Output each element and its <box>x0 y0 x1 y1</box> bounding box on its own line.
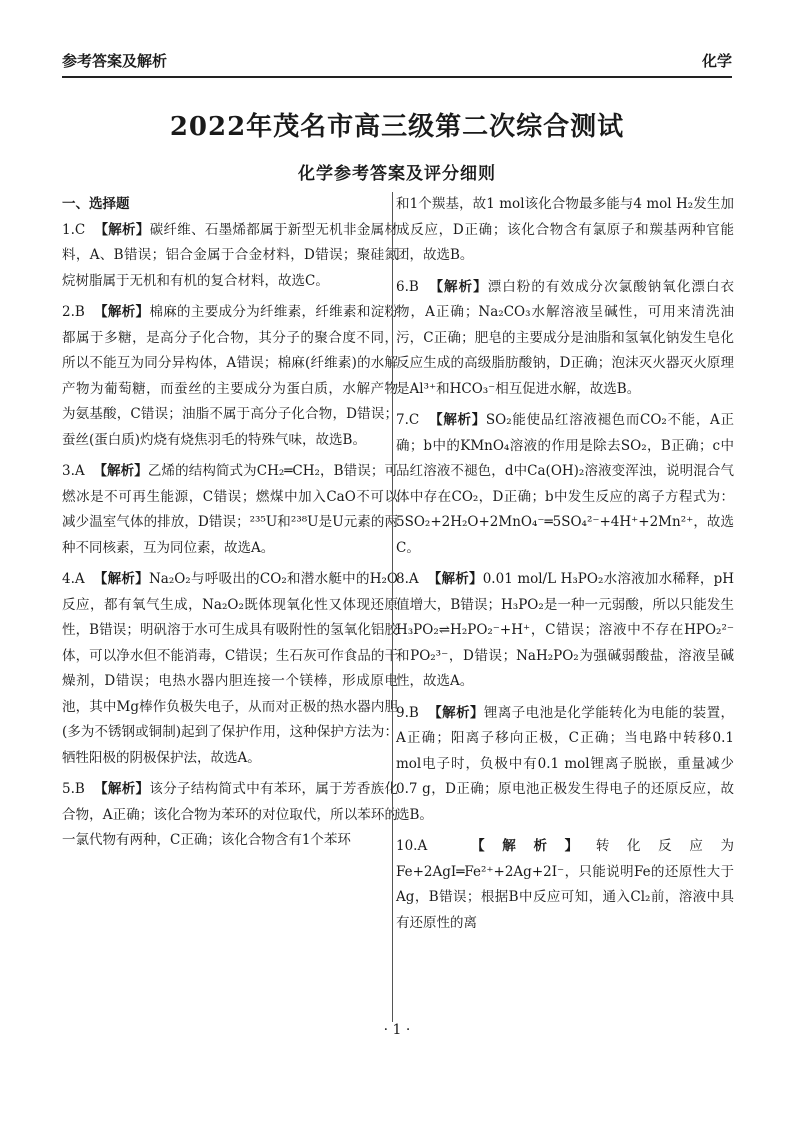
answer-text: 转化反应为Fe+2AgI═Fe²⁺+2Ag+2I⁻，只能说明Fe的还原性大于Ag，B错误；根据B中反应可知，通入Cl₂前，溶液中具有还原性的离 <box>396 838 735 931</box>
answer-item-8 <box>396 567 734 695</box>
answer-item-5-continued: 和1个羰基，故1 mol该化合物最多能与4 mol H₂发生加成反应，D正确；该化合物含有氯原子和羰基两种官能团，故选B。 <box>396 196 734 263</box>
header-subject-label: 化学 <box>701 52 732 70</box>
answer-number: 4.A <box>62 571 85 587</box>
answer-number: 1.C <box>62 221 86 238</box>
answer-item-5 <box>62 777 398 854</box>
answer-item-1 <box>62 218 398 295</box>
analysis-tag: 【解析】 <box>427 571 483 587</box>
analysis-tag: 【解析】 <box>94 781 150 797</box>
answer-number: 10.A <box>396 838 428 854</box>
answer-text: 碳纤维、石墨烯都属于新型无机非金属材料，A、B错误；铝合金属于合金材料，D错误；聚硅氮烷树脂属于无机和有机的复合材料，故选C。 <box>62 221 398 289</box>
answer-item-7 <box>396 408 734 561</box>
analysis-tag: 【解析】 <box>429 412 486 428</box>
left-column <box>62 192 398 860</box>
analysis-tag: 【解析】 <box>93 463 148 479</box>
analysis-tag: 【解析】 <box>94 304 150 320</box>
analysis-tag: 【解析】 <box>94 221 150 238</box>
analysis-tag: 【解析】 <box>471 838 596 854</box>
answer-number: 8.A <box>396 571 419 587</box>
answer-text: 0.01 mol/L H₃PO₂水溶液加水稀释，pH值增大，B错误；H₃PO₂是一种一元弱酸，所以只能发生H₃PO₂⇌H₂PO₂⁻+H⁺，C错误；溶液中不存在HPO₂²⁻和PO₂³⁻，D错误；NaH₂PO₂为强碱弱酸盐，溶液呈碱性，故选A。 <box>396 571 734 689</box>
section-title: 一、选择题 <box>62 196 130 212</box>
analysis-tag: 【解析】 <box>93 571 149 587</box>
analysis-tag: 【解析】 <box>429 278 488 295</box>
right-column <box>396 192 734 942</box>
answer-number: 7.C <box>396 412 420 428</box>
analysis-tag: 【解析】 <box>428 704 484 721</box>
answer-text: 锂离子电池是化学能转化为电能的装置，A正确；阳离子移向正极，C正确；当电路中转移0.1 mol电子时，负极中有0.1 mol锂离子脱嵌，重量减少0.7 g，D正确；原电池正极发生得电子的还原反应，故选B。 <box>396 704 734 823</box>
answer-text: 漂白粉的有效成分次氯酸钠氧化漂白衣物，A正确；Na₂CO₃水解溶液呈碱性，可用来清洗油污，C正确；肥皂的主要成分是油脂和氢氧化钠发生皂化反应生成的高级脂肪酸钠，D正确；泡沫灭火器灭火原理是Al³⁺和HCO₃⁻相互促进水解，故选B。 <box>396 278 734 397</box>
answer-number: 2.B <box>62 304 85 320</box>
column-divider <box>392 192 393 1022</box>
answer-item-9 <box>396 701 734 829</box>
answer-item-6 <box>396 275 734 403</box>
answer-number: 6.B <box>396 278 419 295</box>
answer-number: 3.A <box>62 463 85 479</box>
answer-number: 9.B <box>396 704 419 721</box>
answer-number: 5.B <box>62 781 85 797</box>
answer-text: 该分子结构简式中有苯环，属于芳香族化合物，A正确；该化合物为苯环的对位取代，所以苯环的一氯代物有两种，C正确；该化合物含有1个苯环 <box>62 781 399 848</box>
answer-item-2 <box>62 300 398 453</box>
answer-text: 棉麻的主要成分为纤维素，纤维素和淀粉都属于多糖，是高分子化合物，其分子的聚合度不同，所以不能互为同分异构体，A错误；棉麻(纤维素)的水解产物为葡萄糖，而蚕丝的主要成分为蛋白质，水解产物为氨基酸，C错误；油脂不属于高分子化合物，D错误；蚕丝(蛋白质)灼烧有烧焦羽毛的特殊气味，故选B。 <box>62 304 399 448</box>
answer-item-10 <box>396 834 734 936</box>
document-subtitle: 化学参考答案及评分细则 <box>298 164 496 184</box>
answer-item-4 <box>62 567 398 771</box>
answer-item-3 <box>62 459 398 561</box>
answer-text: 乙烯的结构简式为CH₂═CH₂，B错误；可燃冰是不可再生能源，C错误；燃煤中加入CaO不可以减少温室气体的排放，D错误；²³⁵U和²³⁸U是U元素的两种不同核素，互为同位素，故选A。 <box>62 463 398 556</box>
header-left-label: 参考答案及解析 <box>62 52 168 70</box>
page-header <box>62 46 732 78</box>
document-title: 2022年茂名市高三级第二次综合测试 <box>169 112 625 142</box>
answer-text: SO₂能使品红溶液褪色而CO₂不能，A正确；b中的KMnO₄溶液的作用是除去SO₂，B正确；c中品红溶液不褪色，d中Ca(OH)₂溶液变浑浊，说明混合气体中存在CO₂，D正确；b中发生反应的离子方程式为：5SO₂+2H₂O+2MnO₄⁻═5SO₄²⁻+4H⁺+2Mn²⁺，故选C。 <box>396 412 734 556</box>
page-number: · 1 · <box>383 1022 411 1038</box>
answer-text: Na₂O₂与呼吸出的CO₂和潜水艇中的H₂O反应，都有氧气生成，Na₂O₂既体现氧化性又体现还原性，B错误；明矾溶于水可生成具有吸附性的氢氧化铝胶体，可以净水但不能消毒，C错误；生石灰可作食品的干燥剂，D错误；电热水器内胆连接一个镁棒，形成原电池，其中Mg棒作负极失电子，从而对正极的热水器内胆(多为不锈钢或铜制)起到了保护作用，这种保护方法为：牺牲阳极的阴极保护法，故选A。 <box>62 571 398 766</box>
